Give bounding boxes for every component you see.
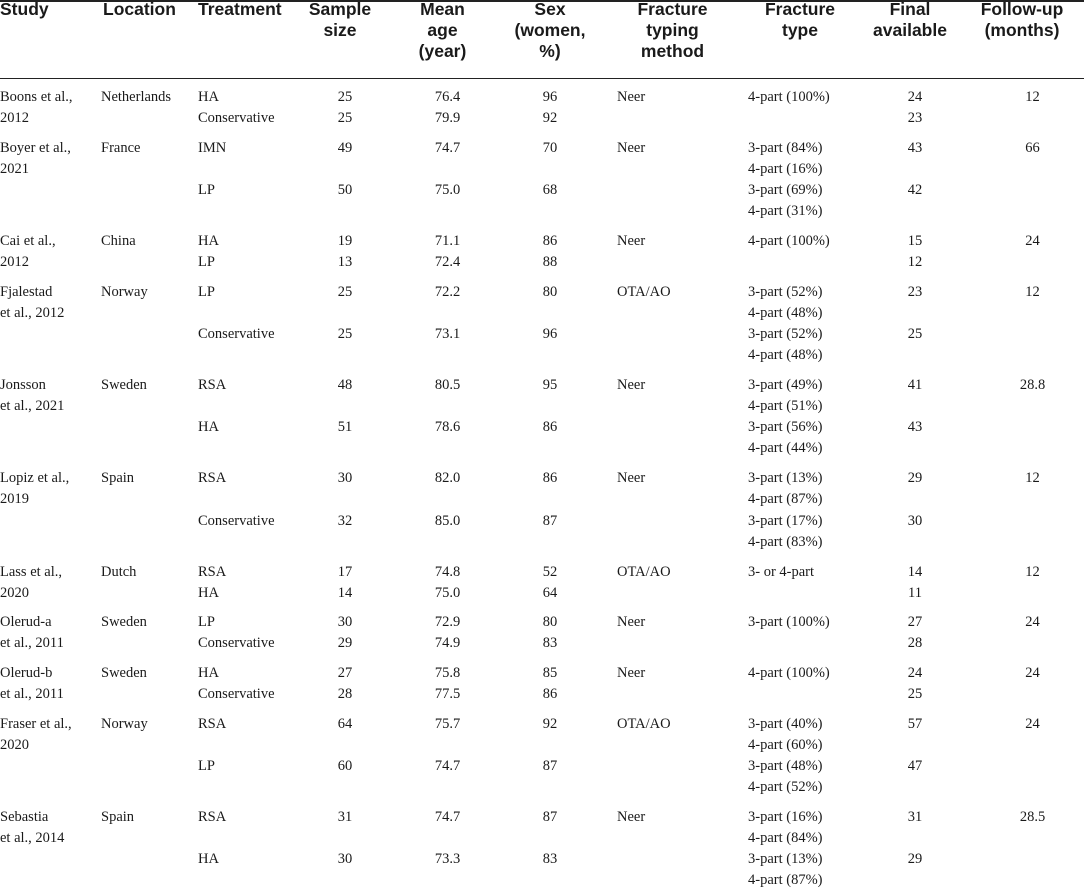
women-percent: 92 [542,110,558,126]
follow-up-months: 12 [1025,564,1040,580]
treatment-arm: HA [198,851,219,867]
follow-up-months: 24 [1025,716,1040,732]
sample-size: 19 [337,233,353,249]
final-available: 14 [907,564,923,580]
women-percent: 87 [542,758,558,774]
mean-age: 85.0 [434,513,461,529]
fracture-type: 4-part (44%) [748,440,823,456]
mean-age: 73.1 [434,326,461,342]
treatment-arm: LP [198,758,215,774]
fracture-typing-method: Neer [617,233,646,249]
final-available: 47 [907,758,923,774]
women-percent: 86 [542,233,558,249]
final-available: 41 [907,377,923,393]
mean-age: 75.8 [434,665,461,681]
fracture-type: 4-part (48%) [748,347,823,363]
fracture-typing-method: Neer [617,89,646,105]
women-percent: 83 [542,851,558,867]
sample-size: 29 [337,635,353,651]
study-name: Cai et al., 2012 [0,233,56,270]
fracture-typing-method: Neer [617,470,646,486]
fracture-type: 4-part (100%) [748,665,830,681]
column-header-followup: Follow-up (months) [980,0,1064,40]
final-available: 28 [907,635,923,651]
sample-size: 25 [337,89,353,105]
treatment-arm: HA [198,233,219,249]
study-location: Spain [101,809,135,825]
follow-up-months: 24 [1025,665,1040,681]
women-percent: 86 [542,419,558,435]
fracture-type: 4-part (100%) [748,89,830,105]
column-header-mean-age: Mean age (year) [418,0,467,61]
mean-age: 72.4 [434,254,461,270]
study-name: Boons et al., 2012 [0,89,73,126]
study-name: Olerud-b et al., 2011 [0,665,64,702]
sample-size: 32 [337,513,353,529]
table-header-rule [0,78,1084,79]
mean-age: 79.9 [434,110,461,126]
fracture-type: 3-part (13%) [748,851,823,867]
study-location: Sweden [101,665,147,681]
final-available: 23 [907,284,923,300]
study-name: Sebastia et al., 2014 [0,809,65,846]
final-available: 30 [907,513,923,529]
final-available: 12 [907,254,923,270]
final-available: 24 [907,665,923,681]
study-location: Sweden [101,377,147,393]
women-percent: 80 [542,284,558,300]
follow-up-months: 66 [1025,140,1040,156]
sample-size: 30 [337,470,353,486]
mean-age: 75.7 [434,716,461,732]
mean-age: 74.7 [434,758,461,774]
study-location: Norway [101,716,148,732]
mean-age: 77.5 [434,686,461,702]
final-available: 42 [907,182,923,198]
sample-size: 30 [337,851,353,867]
column-header-ftype: Fracture type [764,0,836,40]
follow-up-months: 12 [1025,284,1040,300]
fracture-type: 4-part (16%) [748,161,823,177]
column-header-study: Study [0,0,49,19]
study-location: Netherlands [101,89,172,105]
fracture-typing-method: OTA/AO [617,284,671,300]
women-percent: 87 [542,513,558,529]
fracture-typing-method: Neer [617,377,646,393]
study-name: Fjalestad et al., 2012 [0,284,65,321]
treatment-arm: RSA [198,809,227,825]
treatment-arm: Conservative [198,110,275,126]
women-percent: 52 [542,564,558,580]
sample-size: 31 [337,809,353,825]
final-available: 29 [907,470,923,486]
treatment-arm: LP [198,284,215,300]
treatment-arm: LP [198,614,215,630]
fracture-type: 3-part (52%) [748,326,823,342]
women-percent: 95 [542,377,558,393]
final-available: 27 [907,614,923,630]
women-percent: 68 [542,182,558,198]
study-location: Norway [101,284,148,300]
study-name: Fraser et al., 2020 [0,716,72,753]
mean-age: 80.5 [434,377,461,393]
sample-size: 28 [337,686,353,702]
fracture-type: 3-part (17%) [748,513,823,529]
women-percent: 86 [542,686,558,702]
study-location: Spain [101,470,135,486]
mean-age: 74.8 [434,564,461,580]
fracture-typing-method: OTA/AO [617,716,671,732]
treatment-arm: RSA [198,377,227,393]
fracture-type: 3-part (13%) [748,470,823,486]
mean-age: 73.3 [434,851,461,867]
follow-up-months: 28.8 [1019,377,1046,393]
follow-up-months: 24 [1025,233,1040,249]
follow-up-months: 24 [1025,614,1040,630]
treatment-arm: LP [198,254,215,270]
final-available: 25 [907,686,923,702]
column-header-treatment: Treatment [198,0,282,19]
fracture-type: 4-part (31%) [748,203,823,219]
women-percent: 86 [542,470,558,486]
fracture-type: 3-part (49%) [748,377,823,393]
study-name: Lopiz et al., 2019 [0,470,70,507]
column-header-sample-size: Sample size [308,0,372,40]
fracture-type: 3-part (56%) [748,419,823,435]
study-name: Lass et al., 2020 [0,564,63,601]
women-percent: 88 [542,254,558,270]
fracture-type: 3-part (69%) [748,182,823,198]
mean-age: 75.0 [434,182,461,198]
sample-size: 30 [337,614,353,630]
fracture-typing-method: Neer [617,665,646,681]
treatment-arm: Conservative [198,513,275,529]
women-percent: 70 [542,140,558,156]
sample-size: 25 [337,326,353,342]
study-location: France [101,140,141,156]
fracture-type: 4-part (100%) [748,233,830,249]
final-available: 57 [907,716,923,732]
treatment-arm: RSA [198,564,227,580]
sample-size: 50 [337,182,353,198]
sample-size: 17 [337,564,353,580]
sample-size: 60 [337,758,353,774]
fracture-type: 4-part (52%) [748,779,823,795]
fracture-typing-method: OTA/AO [617,564,671,580]
column-header-typing: Fracture typing method [637,0,708,61]
final-available: 11 [908,585,922,601]
study-location: Dutch [101,564,137,580]
fracture-type: 3-part (84%) [748,140,823,156]
women-percent: 96 [542,89,558,105]
fracture-type: 4-part (60%) [748,737,823,753]
fracture-typing-method: Neer [617,140,646,156]
sample-size: 64 [337,716,353,732]
study-location: China [101,233,136,249]
fracture-type: 4-part (84%) [748,830,823,846]
treatment-arm: HA [198,665,219,681]
study-location: Sweden [101,614,147,630]
women-percent: 92 [542,716,558,732]
study-name: Olerud-a et al., 2011 [0,614,64,651]
column-header-sex: Sex (women, %) [514,0,586,61]
fracture-type: 3-part (16%) [748,809,823,825]
sample-size: 25 [337,284,353,300]
mean-age: 76.4 [434,89,461,105]
fracture-typing-method: Neer [617,614,646,630]
mean-age: 75.0 [434,585,461,601]
fracture-type: 4-part (51%) [748,398,823,414]
fracture-type: 3-part (48%) [748,758,823,774]
women-percent: 83 [542,635,558,651]
fracture-typing-method: Neer [617,809,646,825]
treatment-arm: IMN [198,140,227,156]
sample-size: 49 [337,140,353,156]
sample-size: 51 [337,419,353,435]
treatment-arm: Conservative [198,326,275,342]
fracture-type: 3-part (100%) [748,614,830,630]
final-available: 43 [907,419,923,435]
mean-age: 71.1 [434,233,461,249]
treatment-arm: HA [198,89,219,105]
sample-size: 48 [337,377,353,393]
final-available: 23 [907,110,923,126]
sample-size: 27 [337,665,353,681]
fracture-type: 4-part (83%) [748,534,823,550]
treatment-arm: HA [198,585,219,601]
treatment-arm: Conservative [198,686,275,702]
final-available: 24 [907,89,923,105]
study-name: Jonsson et al., 2021 [0,377,65,414]
women-percent: 85 [542,665,558,681]
final-available: 15 [907,233,923,249]
sample-size: 25 [337,110,353,126]
final-available: 31 [907,809,923,825]
final-available: 25 [907,326,923,342]
mean-age: 74.7 [434,809,461,825]
treatment-arm: HA [198,419,219,435]
study-name: Boyer et al., 2021 [0,140,71,177]
mean-age: 74.7 [434,140,461,156]
fracture-type: 3-part (40%) [748,716,823,732]
sample-size: 13 [337,254,353,270]
follow-up-months: 12 [1025,89,1040,105]
column-header-final: Final available [873,0,947,40]
treatment-arm: LP [198,182,215,198]
follow-up-months: 12 [1025,470,1040,486]
follow-up-months: 28.5 [1019,809,1046,825]
women-percent: 80 [542,614,558,630]
mean-age: 74.9 [434,635,461,651]
fracture-type: 3- or 4-part [748,564,815,580]
fracture-type: 3-part (52%) [748,284,823,300]
women-percent: 96 [542,326,558,342]
final-available: 29 [907,851,923,867]
column-header-location: Location [103,0,176,19]
treatment-arm: Conservative [198,635,275,651]
fracture-type: 4-part (87%) [748,872,823,888]
treatment-arm: RSA [198,470,227,486]
fracture-type: 4-part (87%) [748,491,823,507]
mean-age: 82.0 [434,470,461,486]
final-available: 43 [907,140,923,156]
sample-size: 14 [337,585,353,601]
women-percent: 87 [542,809,558,825]
mean-age: 72.2 [434,284,461,300]
fracture-type: 4-part (48%) [748,305,823,321]
mean-age: 78.6 [434,419,461,435]
mean-age: 72.9 [434,614,461,630]
treatment-arm: RSA [198,716,227,732]
women-percent: 64 [542,585,558,601]
